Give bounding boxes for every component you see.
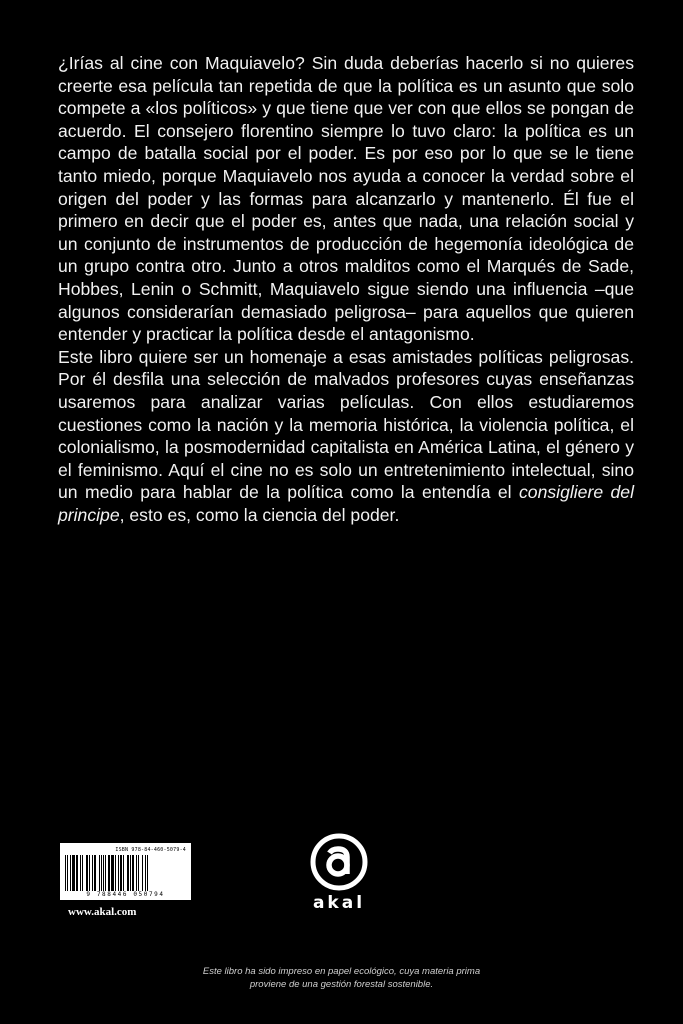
blurb-italic-phrase: consigliere del principe: [58, 482, 634, 525]
isbn-barcode: [60, 843, 191, 900]
publisher-name: akal: [312, 893, 366, 913]
barcode-digits: 9 788446 050794: [86, 891, 165, 898]
barcode-isbn-label: ISBN 978-84-460-5079-4: [115, 847, 186, 853]
eco-paper-note: [0, 966, 683, 991]
barcode-bar: [148, 855, 149, 891]
barcode-bars: [65, 855, 186, 891]
back-cover-blurb: [58, 52, 634, 526]
blurb-paragraph-2-text: Este libro quiere ser un homenaje a esas amistades políticas peligrosas. Por él desfila una selección de malvados profesores cuyas enseñanzas usaremos para analizar varias películas. Con ellos estudiaremos cuestiones como la nación y la memoria histórica, la violencia política, el colonialismo, la posmodernidad capitalista en América Latina, el género y el feminismo. Aquí el cine no es solo un entretenimiento intelectual, sino un medio para hablar de la política como la entendía el: [58, 346, 634, 503]
blurb-paragraph-2-end: , esto es, como la ciencia del poder.: [119, 504, 400, 525]
akal-circle-a-logo-icon: [310, 833, 368, 891]
eco-note-line-1: Este libro ha sido impreso en papel ecológico, cuya materia prima: [202, 966, 481, 977]
publisher-website: www.akal.com: [68, 906, 137, 918]
publisher-logo: [304, 833, 374, 913]
eco-note-line-2: proviene de una gestión forestal sostenible.: [249, 978, 434, 990]
blurb-paragraph-2: [58, 346, 634, 527]
blurb-paragraph-1: ¿Irías al cine con Maquiavelo? Sin duda deberías hacerlo si no quieres creerte esa película tan repetida de que la política es un asunto que solo compete a «los políticos» y que tiene que ver con que ellos se pongan de acuerdo. El consejero florentino siempre lo tuvo claro: la política es un campo de batalla social por el poder. Es por eso por lo que se le tiene tanto miedo, porque Maquiavelo nos ayuda a conocer la verdad sobre el origen del poder y las formas para alcanzarlo y mantenerlo. Él fue el primero en decir que el poder es, antes que nada, una relación social y un conjunto de instrumentos de producción de hegemonía ideológica de un grupo contra otro. Junto a otros malditos como el Marqués de Sade, Hobbes, Lenin o Schmitt, Maquiavelo sigue siendo una influencia –que algunos considerarían demasiado peligrosa– para aquellos que quieren entender y practicar la política desde el antagonismo.: [58, 53, 634, 345]
